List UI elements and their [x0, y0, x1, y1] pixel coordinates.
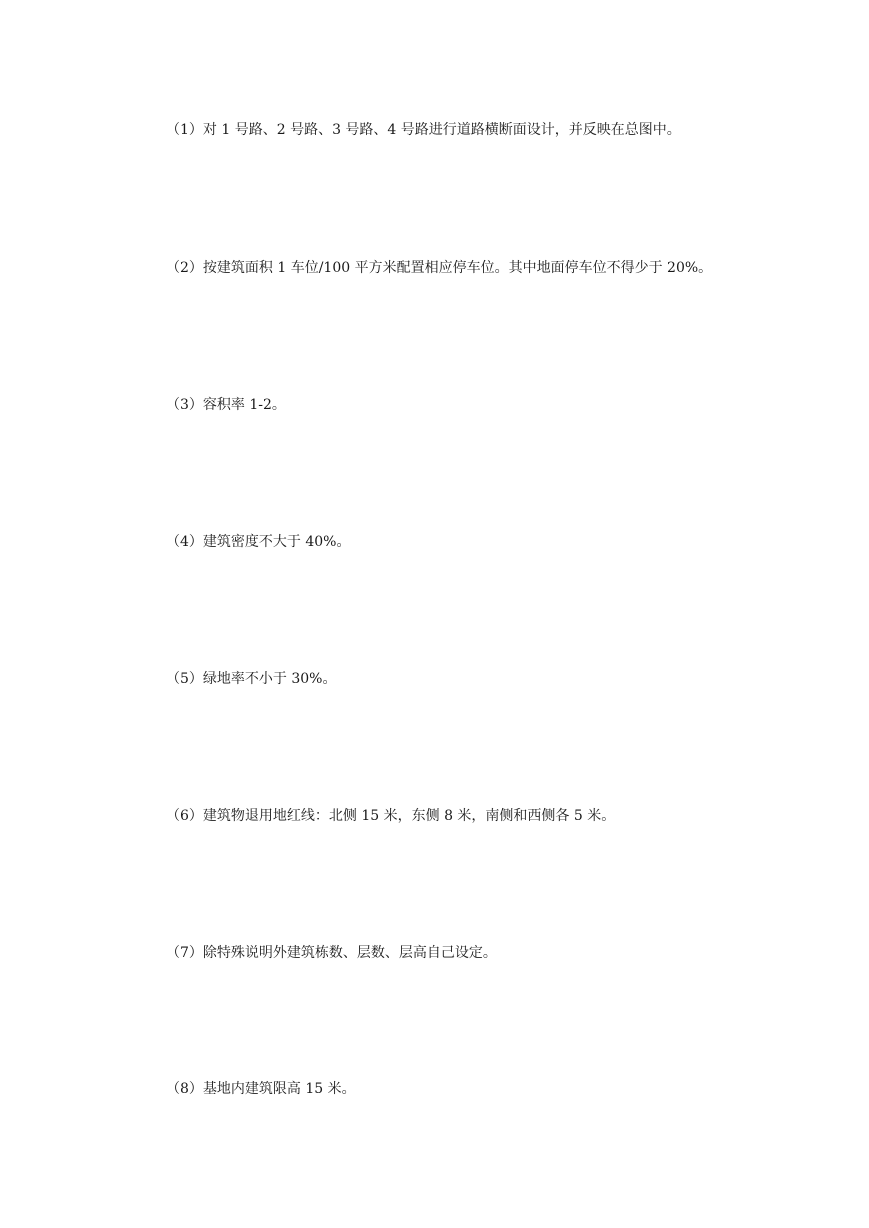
requirement-item-3: （3）容积率 1-2。: [166, 397, 286, 413]
requirement-item-1: （1）对 1 号路、2 号路、3 号路、4 号路进行道路横断面设计，并反映在总图中。: [166, 122, 681, 138]
requirement-item-7: （7）除特殊说明外建筑栋数、层数、层高自己设定。: [166, 945, 497, 961]
requirement-item-2: （2）按建筑面积 1 车位/100 平方米配置相应停车位。其中地面停车位不得少于 20%。: [166, 260, 713, 276]
requirement-item-6: （6）建筑物退用地红线：北侧 15 米，东侧 8 米，南侧和西侧各 5 米。: [166, 808, 616, 824]
requirement-item-4: （4）建筑密度不大于 40%。: [166, 534, 351, 550]
requirement-item-8: （8）基地内建筑限高 15 米。: [166, 1081, 356, 1097]
requirement-item-5: （5）绿地率不小于 30%。: [166, 671, 337, 687]
